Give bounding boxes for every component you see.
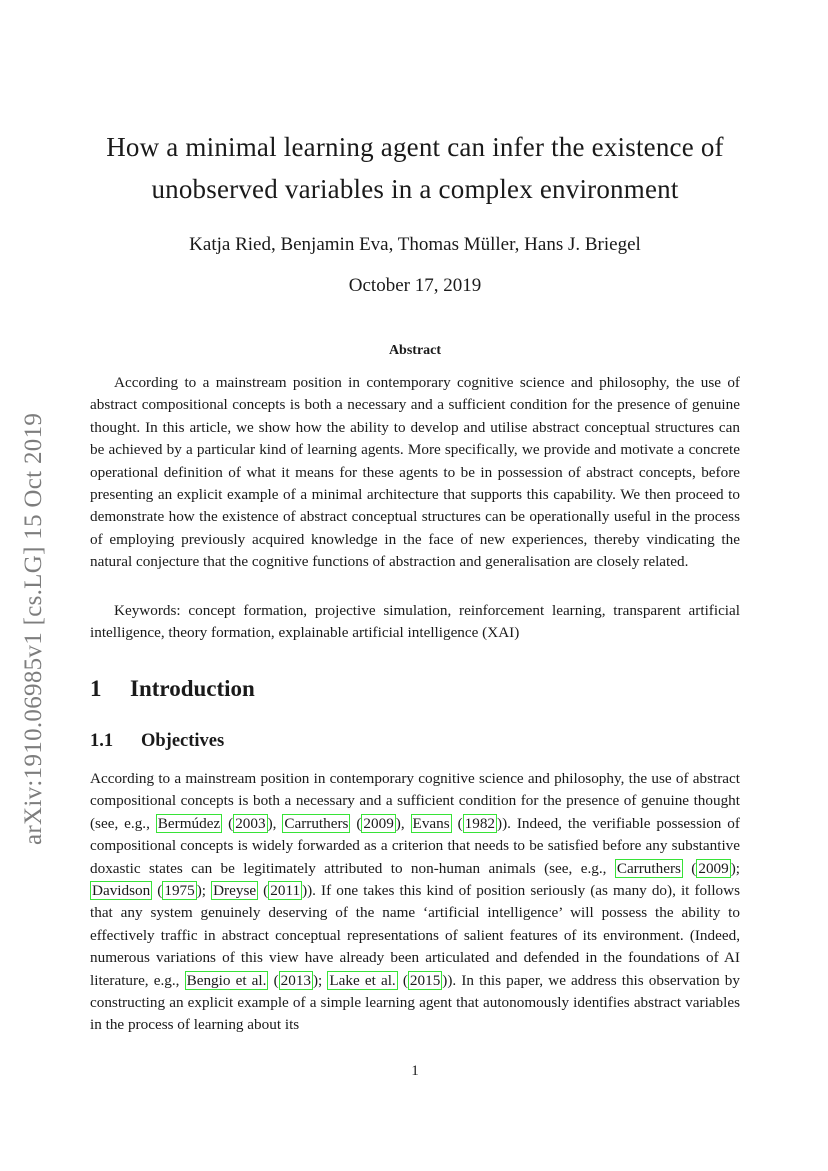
section-number: 1 — [90, 676, 102, 701]
body-text: ); — [196, 882, 212, 900]
body-text: ), — [395, 814, 411, 832]
body-text: According to a mainstream position in contemporary cognitive science and philosophy, the use of abstract compositional concepts is both a necessary and a sufficient condition for the presence of genuine thought (see, e.g., — [90, 770, 740, 832]
subsection-heading — [90, 731, 224, 752]
citation-link[interactable]: 2003 — [235, 814, 266, 832]
citation-link[interactable]: Carruthers — [284, 814, 349, 832]
title-line-2: unobserved variables in a complex environment — [151, 174, 679, 204]
body-text: )). If one takes this kind of position seriously (as many do), it follows that any system genuinely deserving of the name ‘artificial intelligence’ will possess the ability to effectively traffic in abstract conceptual representations of salient features of its environment. (Indeed, numerous variations of this view have already been articulated and defended in the foundations of AI literature, e.g., — [90, 882, 741, 989]
citation-link[interactable]: Bermúdez — [157, 814, 221, 832]
citation-link[interactable]: Davidson — [92, 882, 151, 900]
abstract-heading: Abstract — [388, 343, 442, 358]
publication-date: October 17, 2019 — [348, 275, 482, 296]
body-text: ); — [313, 971, 328, 989]
body-text: )). Indeed, the verifiable possession of compositional concepts is widely forwarded as a criterion that needs to be satisfied before any substantive doxastic states can be legitimately attributed to non-human animals (see, e.g., — [90, 814, 740, 877]
abstract-text: According to a mainstream position in contemporary cognitive science and philosophy, the use of abstract compositional concepts is both a necessary and a sufficient condition for the presence of genuine thought. In this article, we show how the ability to develop and utilise abstract conceptual structures can be achieved by a particular kind of learning agents. More specifically, we provide and motivate a concrete operational definition of what it means for these agents to be in possession of abstract concepts, before presenting an explicit example of a minimal architecture that supports this capability. We then proceed to demonstrate how the existence of abstract conceptual structures can be operationally useful in the process of employing previously acquired knowledge in the face of new experiences, thereby vindicating the natural conjecture that the cognitive functions of abstraction and generalisation are closely related. — [90, 374, 740, 571]
citation-link[interactable]: 2013 — [280, 971, 311, 989]
citation-link[interactable]: 1975 — [164, 882, 195, 900]
subsection-number: 1.1 — [90, 731, 114, 751]
citation-link[interactable]: Bengio et al. — [186, 971, 267, 989]
citation-link[interactable]: 1982 — [464, 814, 496, 832]
body-text: )). In this paper, we address this observation by constructing an explicit example of a simple learning agent that autonomously identifies abstract variables in the process of learning about its — [90, 971, 740, 1034]
subsection-title: Objectives — [141, 731, 225, 751]
section-title: Introduction — [130, 676, 255, 701]
keywords: Keywords: concept formation, projective simulation, reinforcement learning, transparent artificial intelligence, theory formation, explainable artificial intelligence (XAI) — [90, 602, 740, 642]
citation-link[interactable]: Lake et al. — [329, 971, 396, 989]
intro-paragraph: According to a mainstream position in contemporary cognitive science and philosophy, the use of abstract compositional concepts is both a necessary and a sufficient condition for the presence of genuine thought (see, e.g., Bermúdez ( 2003 ), Carruthers ( 2009 ), Evans ( 1982 )). Indeed, the verifiable possession of compositional concepts is widely forwarded as a criterion that needs to be satisfied before any substantive doxastic states can be legitimately attributed to non-human animals (see, e.g., Carruthers ( 2009 ); Davidson ( 1975 ); Dreyse ( 2011 )). If one takes this kind of position seriously (as many do), it follows that any system genuinely deserving of the name ‘artificial intelligence’ will possess the ability to effectively traffic in abstract conceptual representations of salient features of its environment. (Indeed, numerous variations of this view have already been articulated and defended in the foundations of AI literature, e.g., Bengio et al. ( 2013 ); Lake et al. ( 2015 )). In this paper, we address this observation by constructing an explicit example of a simple learning agent that autonomously identifies abstract variables in the process of learning about its — [90, 770, 741, 1034]
section-heading — [90, 676, 255, 702]
citation-link[interactable]: Dreyse — [213, 882, 257, 900]
title-line-1: How a minimal learning agent can infer the existence of — [106, 132, 724, 162]
body-text: ); — [730, 859, 741, 877]
citation-link[interactable]: Carruthers — [616, 859, 681, 877]
body-text: ), — [267, 814, 283, 832]
citation-link[interactable]: 2011 — [270, 882, 301, 900]
paper-title — [60, 126, 770, 210]
page-number: 1 — [411, 1063, 419, 1079]
author-list: Katja Ried, Benjamin Eva, Thomas Müller, Hans J. Briegel — [189, 234, 641, 255]
arxiv-identifier-text: arXiv:1910.06985v1 [cs.LG] 15 Oct 2019 — [20, 412, 47, 845]
citation-link[interactable]: Evans — [412, 814, 450, 832]
citation-link[interactable]: 2009 — [698, 859, 729, 877]
arxiv-identifier — [14, 365, 54, 845]
citation-link[interactable]: 2009 — [363, 814, 394, 832]
citation-link[interactable]: 2015 — [409, 971, 441, 989]
